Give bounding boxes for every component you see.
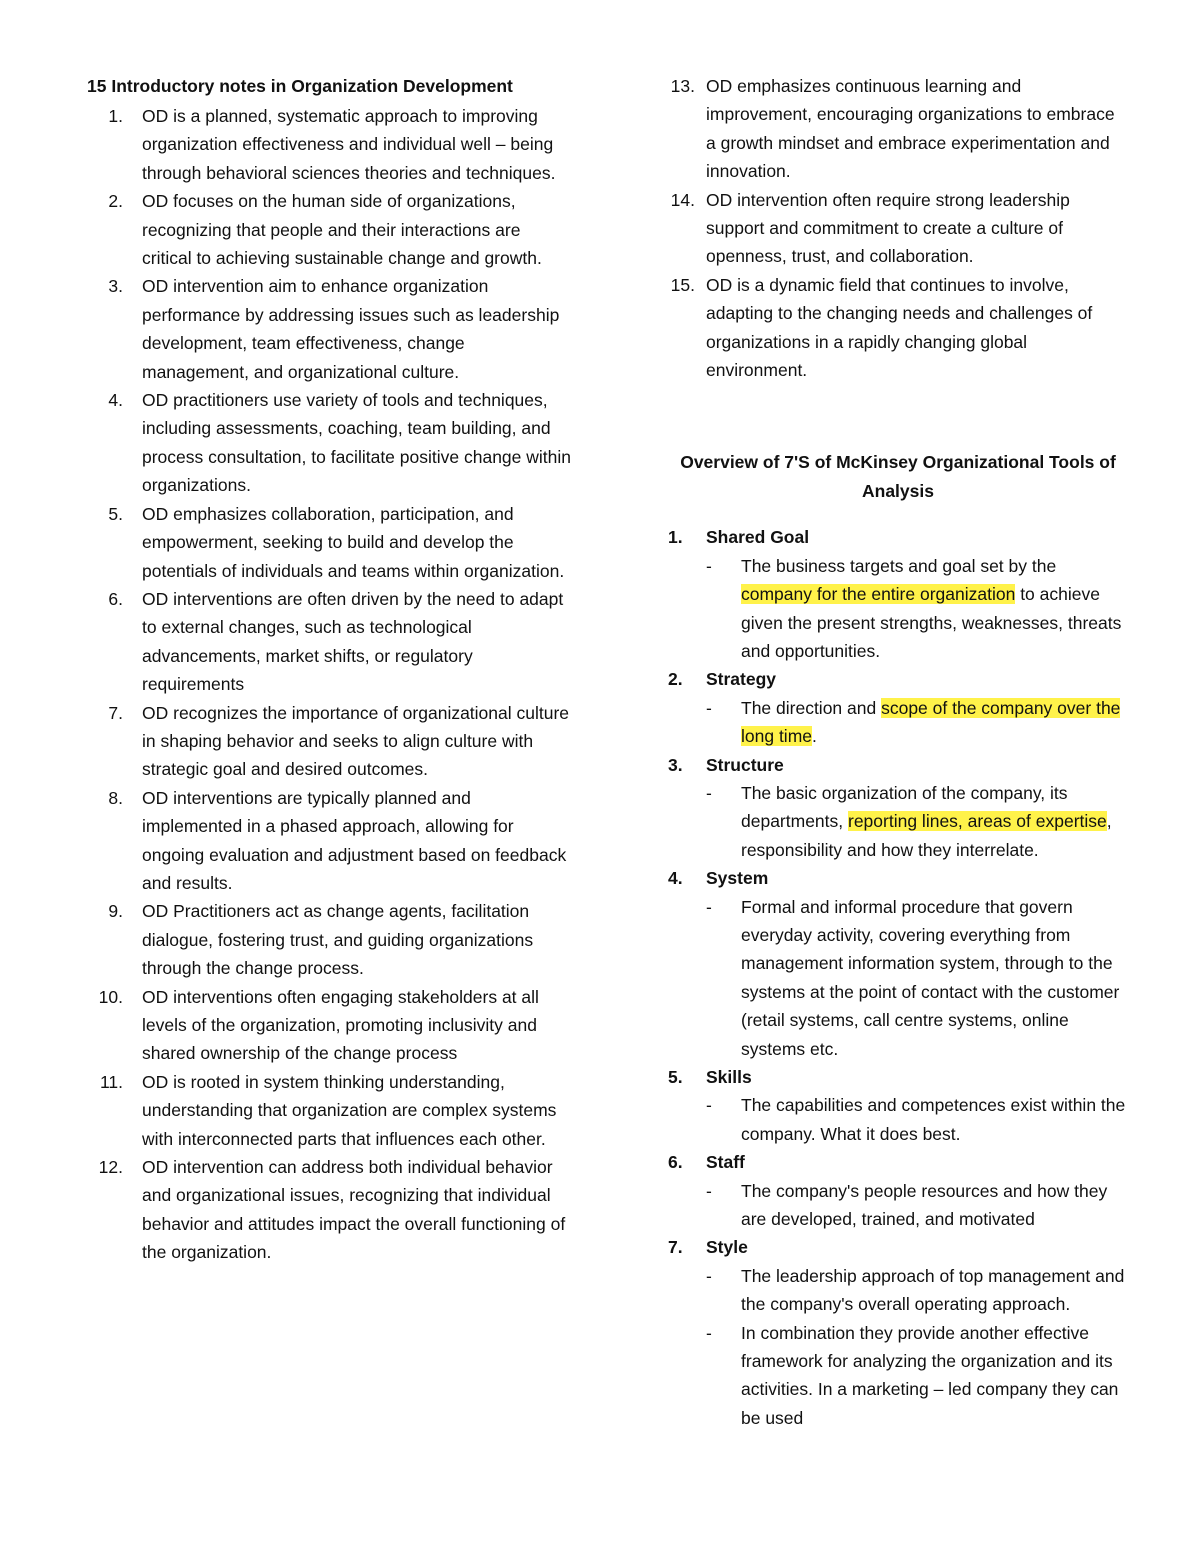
seven-s-name: Shared Goal	[706, 527, 810, 548]
note-item	[87, 272, 572, 386]
document-title: 15 Introductory notes in Organization Development	[87, 76, 513, 96]
seven-s-points	[668, 1091, 1128, 1148]
note-item	[668, 186, 1128, 271]
note-number: 9.	[108, 901, 123, 922]
seven-s-name: Structure	[706, 754, 784, 775]
highlighted-text: company for the entire organization	[741, 584, 1016, 605]
point-text-after: .	[812, 726, 817, 747]
note-text: OD emphasizes continuous learning and improvement, encouraging organizations to embrace a growth mindset and embrace experimentation and innovation.	[706, 76, 1115, 182]
note-text: OD focuses on the human side of organizations, recognizing that people and their interactions are critical to achieving sustainable change and growth.	[142, 191, 542, 269]
point-text-after: , responsibility and how they interrelate.	[741, 811, 1112, 860]
note-number: 11.	[99, 1071, 123, 1092]
note-item	[668, 271, 1128, 385]
seven-s-points	[668, 552, 1128, 666]
seven-s-points	[668, 779, 1128, 864]
note-number: 14.	[670, 189, 695, 210]
right-column	[668, 72, 1128, 1432]
seven-s-points	[668, 694, 1128, 751]
seven-s-item	[668, 1063, 1128, 1148]
seven-s-item	[668, 523, 1128, 665]
seven-s-point	[668, 694, 1128, 751]
dash-bullet-icon: -	[706, 782, 712, 803]
seven-s-name: Strategy	[706, 669, 777, 690]
note-text: OD is a dynamic field that continues to involve, adapting to the changing needs and challenges of organizations in a rapidly changing global environment.	[706, 274, 1093, 381]
seven-s-heading	[668, 1233, 1128, 1261]
seven-s-item	[668, 665, 1128, 750]
dash-bullet-icon: -	[706, 896, 712, 917]
note-item	[668, 72, 1128, 186]
seven-s-item	[668, 1148, 1128, 1233]
seven-s-point	[668, 552, 1128, 666]
note-item	[87, 1153, 572, 1267]
highlighted-text: scope of the company over the long time	[741, 697, 1121, 747]
note-text: OD interventions often engaging stakeholders at all levels of the organization, promoting inclusivity and shared ownership of the change process	[142, 986, 539, 1064]
note-text: OD practitioners use variety of tools and techniques, including assessments, coaching, team building, and process consultation, to facilitate positive change within organizations.	[142, 390, 571, 496]
note-item	[87, 102, 572, 187]
note-text: OD recognizes the importance of organizational culture in shaping behavior and seeks to align culture with strategic goal and desired outcomes.	[142, 702, 570, 780]
seven-s-point	[668, 893, 1128, 1063]
seven-s-item	[668, 864, 1128, 1063]
dash-bullet-icon: -	[706, 1180, 712, 1201]
spacer	[668, 384, 1128, 448]
note-item	[87, 500, 572, 585]
seven-s-name: Style	[706, 1237, 748, 1258]
seven-s-number: 5.	[668, 1067, 683, 1087]
note-text: OD intervention can address both individual behavior and organizational issues, recognizing that individual behavior and attitudes impact the overall functioning of the organization.	[142, 1157, 566, 1263]
dash-bullet-icon: -	[706, 1095, 712, 1116]
seven-s-points	[668, 893, 1128, 1063]
seven-s-number: 4.	[668, 868, 683, 889]
point-text: The company's people resources and how they are developed, trained, and motivated	[741, 1180, 1108, 1230]
seven-s-points	[668, 1262, 1128, 1432]
seven-s-points	[668, 1177, 1128, 1234]
note-number: 3.	[108, 276, 123, 297]
point-text: The leadership approach of top management and the company's overall operating approach.	[741, 1265, 1125, 1315]
note-text: OD interventions are typically planned and implemented in a phased approach, allowing for ongoing evaluation and adjustment based on feedback and results.	[142, 787, 567, 893]
note-text: OD is rooted in system thinking understanding, understanding that organization are complex systems with interconnected parts that influences each other.	[142, 1071, 557, 1149]
note-number: 4.	[108, 390, 123, 411]
seven-s-point	[668, 1262, 1128, 1319]
seven-s-name: Skills	[706, 1067, 752, 1087]
seven-s-heading	[668, 665, 1128, 693]
note-item	[87, 897, 572, 982]
seven-s-heading	[668, 523, 1128, 551]
seven-s-heading	[668, 864, 1128, 892]
intro-notes-list	[87, 102, 572, 1267]
note-number: 10.	[98, 986, 123, 1007]
note-number: 8.	[108, 787, 123, 808]
point-text: The business targets and goal set by the	[741, 555, 1057, 576]
seven-s-heading	[668, 1148, 1128, 1176]
seven-s-item	[668, 1233, 1128, 1432]
note-number: 5.	[108, 503, 123, 524]
point-text: In combination they provide another effective framework for analyzing the organization and its activities. In a marketing – led company they can be used	[741, 1322, 1119, 1428]
seven-s-number: 1.	[668, 527, 683, 548]
left-column	[87, 72, 572, 1267]
note-item	[87, 585, 572, 699]
point-text: The capabilities and competences exist within the company. What it does best.	[741, 1095, 1126, 1144]
dash-bullet-icon: -	[706, 697, 712, 718]
note-number: 12.	[98, 1157, 123, 1178]
note-item	[87, 699, 572, 784]
note-text: OD intervention aim to enhance organization performance by addressing issues such as leadership development, team effectiveness, change management, and organizational culture.	[142, 276, 560, 382]
seven-s-item	[668, 751, 1128, 865]
note-number: 6.	[108, 588, 123, 609]
note-text: OD emphasizes collaboration, participation, and empowerment, seeking to build and develop the potentials of individuals and teams within organization.	[142, 503, 565, 581]
point-text: The basic organization of the company, its departments,	[741, 782, 1068, 832]
point-text-after: to achieve given the present strengths, weaknesses, threats and opportunities.	[741, 584, 1122, 661]
seven-s-point	[668, 1091, 1128, 1148]
seven-s-heading	[668, 1063, 1128, 1091]
note-text: OD is a planned, systematic approach to improving organization effectiveness and individual well – being through behavioral sciences theories and techniques.	[142, 106, 556, 183]
note-text: OD intervention often require strong leadership support and commitment to create a culture of openness, trust, and collaboration.	[706, 189, 1070, 267]
note-number: 2.	[108, 191, 123, 212]
note-text: OD Practitioners act as change agents, facilitation dialogue, fostering trust, and guiding organizations through the change process.	[142, 901, 534, 979]
dash-bullet-icon: -	[706, 555, 712, 576]
seven-s-list	[668, 523, 1128, 1432]
note-number: 15.	[670, 274, 695, 295]
seven-s-point	[668, 779, 1128, 864]
seven-s-number: 3.	[668, 754, 683, 775]
note-number: 1.	[108, 106, 123, 126]
point-text: Formal and informal procedure that govern everyday activity, covering everything from management information system, through to the systems at the point of contact with the customer (retail systems, call centre systems, online systems etc.	[741, 896, 1120, 1059]
note-item	[87, 983, 572, 1068]
seven-s-number: 7.	[668, 1237, 683, 1258]
dash-bullet-icon: -	[706, 1265, 712, 1286]
seven-s-heading	[668, 751, 1128, 779]
seven-s-number: 2.	[668, 669, 683, 690]
note-item	[87, 1068, 572, 1153]
highlighted-text: reporting lines, areas of expertise	[848, 811, 1107, 832]
note-item	[87, 386, 572, 500]
note-item	[87, 784, 572, 898]
seven-s-name: Staff	[706, 1152, 745, 1173]
seven-s-point	[668, 1319, 1128, 1433]
note-number: 7.	[108, 702, 123, 723]
intro-notes-list-continued	[668, 72, 1128, 384]
note-text: OD interventions are often driven by the need to adapt to external changes, such as technological advancements, market shifts, or regulatory requirements	[142, 588, 564, 695]
section-title: Overview of 7'S of McKinsey Organizational Tools of Analysis	[680, 452, 1116, 501]
dash-bullet-icon: -	[706, 1322, 712, 1343]
seven-s-number: 6.	[668, 1152, 683, 1173]
point-text: The direction and	[741, 697, 882, 718]
note-number: 13.	[670, 76, 695, 96]
note-item	[87, 187, 572, 272]
seven-s-point	[668, 1177, 1128, 1234]
seven-s-name: System	[706, 868, 769, 889]
